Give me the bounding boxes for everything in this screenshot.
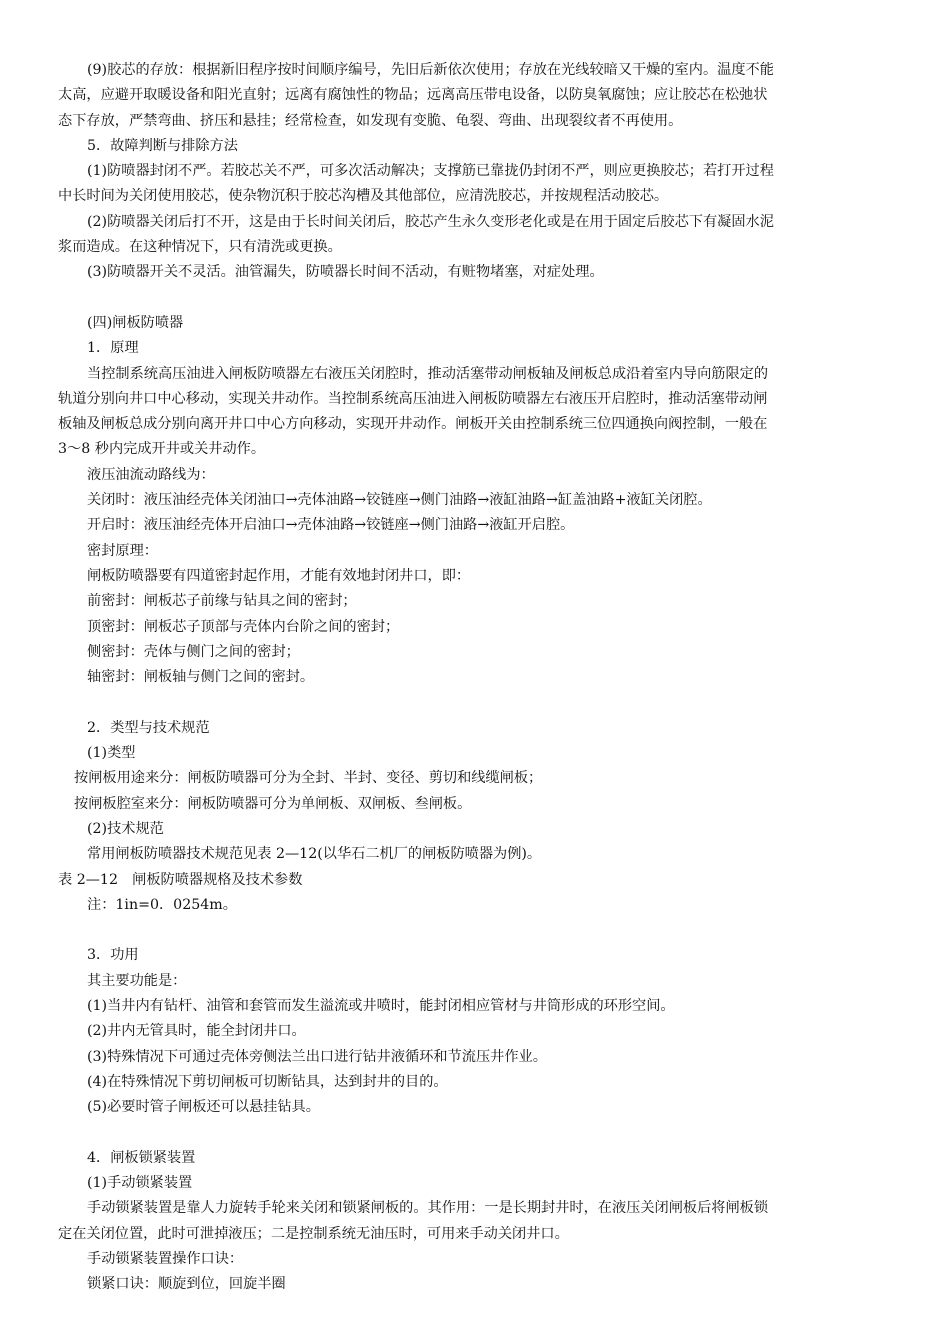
spec-heading: (2)技术规范 (87, 820, 164, 837)
manual-lock-line-1: 手动锁紧装置是靠人力旋转手轮来关闭和锁紧闸板的。其作用：一是长期封井时，在液压关闭闸板后将闸板锁 (87, 1200, 769, 1217)
ram-section-title: (四)闸板防喷器 (87, 314, 184, 331)
function-item-5: (5)必要时管子闸板还可以悬挂钻具。 (87, 1099, 320, 1116)
principle-line-4: 3～8 秒内完成开井或关井动作。 (58, 441, 266, 458)
spacer (58, 286, 892, 311)
function-item-4: (4)在特殊情况下剪切闸板可切断钻具，达到封井的目的。 (87, 1073, 448, 1090)
spec-text: 常用闸板防喷器技术规范见表 2—12(以华石二机厂的闸板防喷器为例)。 (87, 846, 542, 863)
seal-side: 侧密封：壳体与侧门之间的密封； (87, 643, 300, 660)
flow-title: 液压油流动路线为： (87, 466, 215, 483)
principle-line-2: 轨道分别向井口中心移动，实现关井动作。当控制系统高压油进入闸板防喷器左右液压开启腔时，推动活塞带动闸 (58, 390, 768, 407)
spacer (58, 1120, 892, 1145)
flow-close: 关闭时：液压油经壳体关闭油口→壳体油路→铰链座→侧门油路→液缸油路→缸盖油路+液缸关闭腔。 (87, 492, 712, 509)
principle-line-1: 当控制系统高压油进入闸板防喷器左右液压关闭腔时，推动活塞带动闸板轴及闸板总成沿着室内导向筋限定的 (87, 365, 769, 382)
principle-line-3: 板轴及闸板总成分别向离开井口中心方向移动，实现开井动作。闸板开关由控制系统三位四通换向阀控制，一般在 (58, 416, 768, 433)
function-item-3: (3)特殊情况下可通过壳体旁侧法兰出口进行钻井液循环和节流压井作业。 (87, 1048, 547, 1065)
function-item-1: (1)当井内有钻杆、油管和套管而发生溢流或井喷时，能封闭相应管材与井筒形成的环形空间。 (87, 997, 675, 1014)
storage-line-1: (9)胶芯的存放：根据新旧程序按时间顺序编号，先旧后新依次使用；存放在光线较暗又干燥的室内。温度不能 (87, 62, 774, 78)
principle-heading: 1．原理 (87, 340, 139, 357)
table-note: 注：1in=0．0254m。 (87, 896, 237, 913)
fault-item-2-line-1: (2)防喷器关闭后打不开，这是由于长时间关闭后，胶芯产生永久变形老化或是在用于固定后胶芯下有凝固水泥 (87, 213, 774, 230)
fault-item-1-line-2: 中长时间为关闭使用胶芯，使杂物沉积于胶芯沟槽及其他部位，应清洗胶芯，并按规程活动胶芯。 (58, 188, 669, 205)
types-heading: 2．类型与技术规范 (87, 719, 210, 736)
table-caption: 表 2—12 闸板防喷器规格及技术参数 (58, 871, 303, 888)
lock-heading: 4．闸板锁紧装置 (87, 1149, 196, 1166)
manual-lock-line-2: 定在关闭位置，此时可泄掉液压；二是控制系统无油压时，可用来手动关闭井口。 (58, 1225, 569, 1242)
fault-item-1-line-1: (1)防喷器封闭不严。若胶芯关不严，可多次活动解决；支撑筋已靠拢仍封闭不严，则应更换胶芯；若打开过程 (87, 163, 774, 180)
fault-item-3: (3)防喷器开关不灵活。油管漏失，防喷器长时间不活动，有赃物堵塞，对症处理。 (87, 264, 604, 281)
function-heading: 3．功用 (87, 947, 139, 964)
mnemonic-title: 手动锁紧装置操作口诀： (87, 1250, 244, 1267)
spacer (58, 690, 892, 715)
spacer (58, 918, 892, 943)
seal-top: 顶密封：闸板芯子顶部与壳体内台阶之间的密封； (87, 618, 400, 635)
manual-lock-heading: (1)手动锁紧装置 (87, 1175, 193, 1192)
types-subheading: (1)类型 (87, 745, 136, 762)
storage-line-2: 太高，应避开取暖设备和阳光直射；远离有腐蚀性的物品；远离高压带电设备，以防臭氧腐蚀；应让胶芯在松弛状 (58, 87, 768, 104)
seal-front: 前密封：闸板芯子前缘与钻具之间的密封； (87, 593, 357, 610)
types-by-cavity: 按闸板腔室来分：闸板防喷器可分为单闸板、双闸板、叁闸板。 (74, 795, 472, 812)
function-item-2: (2)井内无管具时，能全封闭井口。 (87, 1023, 306, 1040)
fault-heading: 5．故障判断与排除方法 (87, 137, 238, 154)
seal-intro: 闸板防喷器要有四道密封起作用，才能有效地封闭井口，即： (87, 567, 471, 584)
lock-mnemonic: 锁紧口诀：顺旋到位，回旋半圈 (87, 1276, 286, 1293)
fault-item-2-line-2: 浆而造成。在这种情况下，只有清洗或更换。 (58, 239, 342, 256)
seal-title: 密封原理： (87, 542, 158, 559)
seal-shaft: 轴密封：闸板轴与侧门之间的密封。 (87, 669, 315, 686)
storage-line-3: 态下存放，严禁弯曲、挤压和悬挂；经常检查，如发现有变脆、龟裂、弯曲、出现裂纹者不再使用。 (58, 112, 683, 129)
function-intro: 其主要功能是： (87, 972, 187, 989)
flow-open: 开启时：液压油经壳体开启油口→壳体油路→铰链座→侧门油路→液缸开启腔。 (87, 517, 575, 534)
types-by-use: 按闸板用途来分：闸板防喷器可分为全封、半封、变径、剪切和线缆闸板； (74, 770, 543, 787)
